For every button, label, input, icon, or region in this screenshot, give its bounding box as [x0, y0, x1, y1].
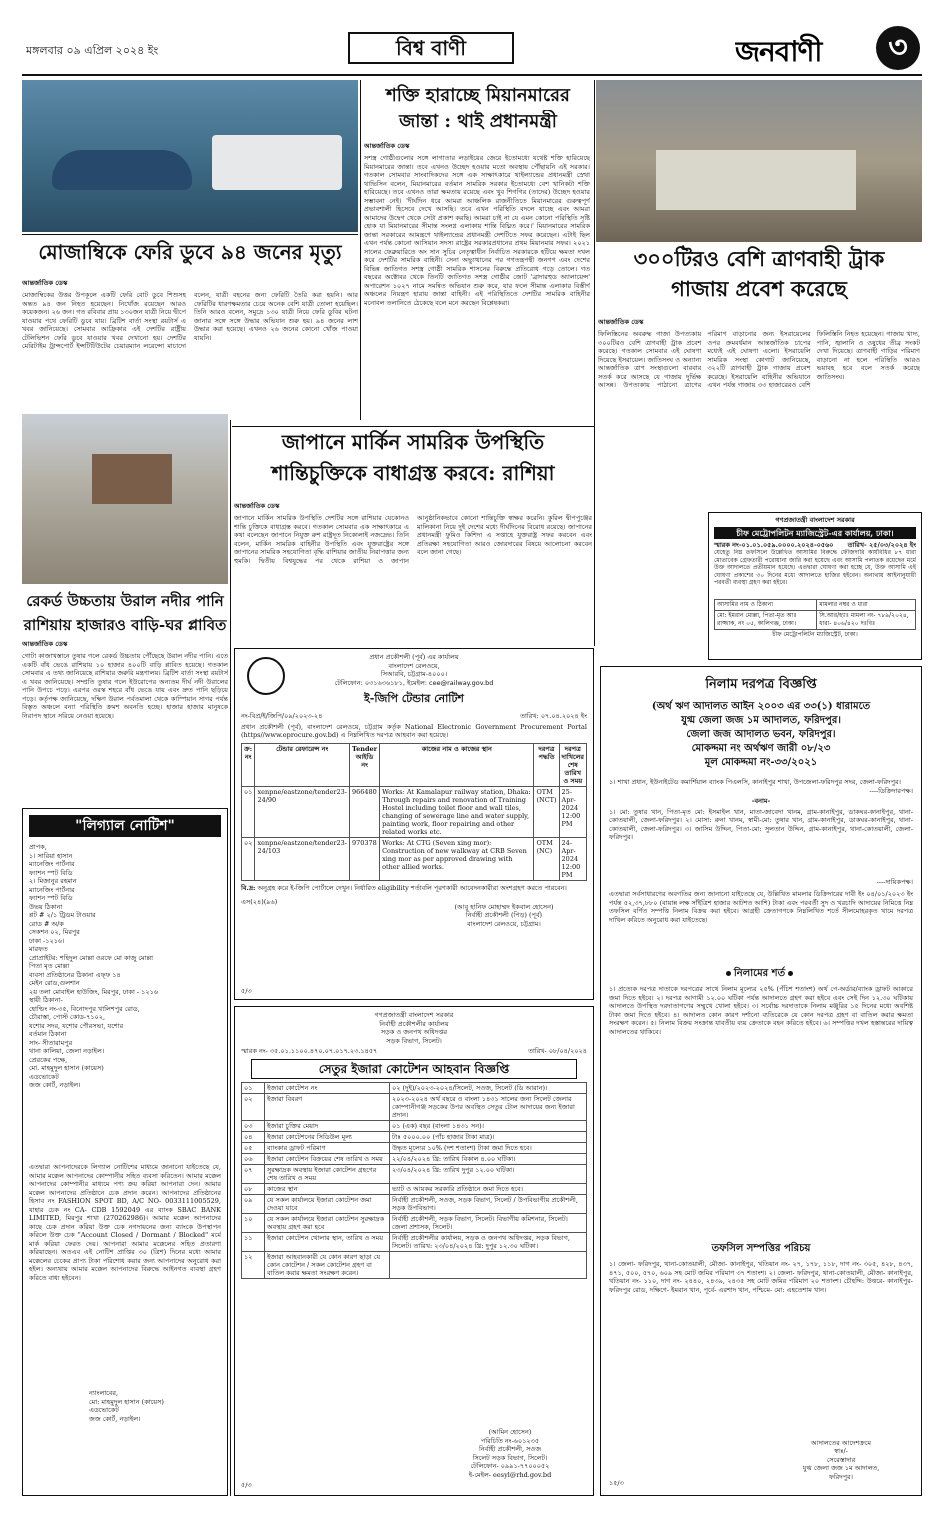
rhd-org-1: গণপ্রজাতন্ত্রী বাংলাদেশ সরকার	[374, 1011, 454, 1019]
auction-sub-4: মোকদ্দমা নং অর্থঋণ জারী ০৮/২৩	[691, 743, 831, 754]
table-cell: ০২ (দুই)/২০২৩-২০২৪/সিলেট, সওজ, সিলেট (ডি আরান)।	[390, 1082, 587, 1093]
court-memo-line	[714, 541, 916, 550]
rhd-page-mark: ৫/৩	[241, 1480, 252, 1489]
table-cell: নির্বাহী প্রকৌশলীর কার্যালয়, সড়ক ও জনপথ অধিদপ্তর, সড়ক বিভাগ, সিলেট। তারিখ: ২৩/০৪/২০২৪ খ্রি: দুপুর ১২.৩০ ঘটিকা।	[390, 1232, 587, 1251]
table-cell: ২২/০৪/২০২৪ খ্রি: তারিখ বিকাল ৪.০০ ঘটিকা।	[390, 1153, 587, 1164]
masthead-rule	[22, 74, 922, 76]
table-cell: 24-Apr-2024 12:00 PM	[559, 837, 586, 880]
myanmar-headline-1: শক্তি হারাচ্ছে মিয়ানমারের	[386, 85, 570, 106]
legal-notice-line: ম্যানেজিং পার্টনার	[29, 860, 75, 868]
rhd-org-3: সড়ক ও জনপথ অধিদপ্তর	[380, 1028, 448, 1036]
ferry-shape	[212, 135, 342, 190]
railway-column-header: ক্র: নং	[242, 743, 255, 786]
table-row	[242, 1183, 587, 1194]
legal-notice-line: হোল্ডিং নং-৩৫, বিনোদপুর খালিশপুর রোড,	[29, 1004, 140, 1013]
railway-signer-2: নির্বাহী প্রকৌশলী (পিড়) (পূর্ব)	[465, 911, 543, 919]
auction-signoff-3: সেরেস্তাদার	[826, 1455, 856, 1464]
house-shape	[92, 454, 172, 504]
court-office: চীফ মেট্রোপলিটন ম্যাজিস্ট্রেট-এর কার্যালয়, ঢাকা।	[714, 527, 916, 539]
rhd-memo-line	[241, 1047, 587, 1056]
table-cell: ০৩	[242, 1120, 265, 1131]
table-cell: ইজারা কোটেশন নং	[265, 1082, 390, 1093]
legal-notice-line: মো. মাহমুদুল হাসান (কায়েস)	[29, 1064, 104, 1072]
legal-notice-signoff-line: এডভোকেট	[89, 1406, 119, 1414]
railway-column-header: দরপত্র দাখিলের শেষ তারিখ ও সময়	[559, 743, 586, 786]
auction-schedule: ১। জেলা- ফরিদপুর, থানা-কোতয়ালী, মৌজা- কানাইপুর, খতিয়ান নং- ২৭, ১৭৮, ১১৮, দাগ নং- ৩০৫, ৪২৮, ৪৩৭, ৪৭১, ৫০০, ৫৭০, ৬০৯ সহ মোট জমির পরিমাণ ৩৭ শতাংশ। ২। জেলা- ফরিদপুর, থানা-কোতয়ালী, মৌজা- কানাইপুর, খতিয়ান নং- ১১০, দাগ নং- ২৪৪০, ২৪৩৯, ২৪৩৫ সহ মোট জমির পরিমাণ ২০ শতাংশ। চৌহদ্দি: উত্তরে- কানাইপুর-ফরিদপুর রোড, দক্ষিণে- ইমরান খান, পূর্বে- এরশাদ খান, পশ্চিমে- মো: এহতেশাম খান।	[609, 1260, 913, 1294]
rhd-title: সেতুর ইজারা কোটেশন আহবান বিজ্ঞপ্তি	[251, 1059, 577, 1079]
boat-shape	[52, 150, 192, 190]
auction-body: এতদ্বারা সর্বসাধারণের অবগতির জন্য জানানো যাইতেছে যে, উল্লিখিত মামলার ডিক্রিদারের দাবী ইং ০৪/০১/২০২৩ ইং পর্যন্ত ৫২,৩৭,৮৮০ (বায়ান্ন লক্ষ সাঁইত্রিশ হাজার আটশত আশি) টাকা এবং পরবর্তী সুদ ও খরচাদি আদায়ের নিমিত্তে নিম্ন তফসিল বর্ণিত সম্পত্তি নিলাম বিক্রয় করা হইবে। আগ্রহী ক্রেতাগণকে নিম্নলিখিত শর্তে সীলমোহরকৃত খামে দরপত্র দাখিল করিতে অনুরোধ করা যাইতেছে।	[609, 890, 913, 924]
table-cell: 966480	[350, 786, 380, 837]
rhd-signer-6: ই-মেইল- eesyl@rhd.gov.bd	[468, 1470, 552, 1479]
table-cell: ইজারা চুক্তির মেয়াদ	[265, 1120, 390, 1131]
table-cell: OTM (NCT)	[534, 786, 559, 837]
table-cell: সুরক্ষাদ্রক অবস্থায় ইজারা কোটেশন গ্রহণের শেষ তারিখ ও সময়	[265, 1164, 390, 1183]
japan-headline-1: জাপানে মার্কিন সামরিক উপস্থিতি	[232, 426, 594, 457]
rhd-date: তারিখ- ০৮/০৪/২০২৪	[528, 1047, 587, 1055]
table-cell: ০৬	[242, 1153, 265, 1164]
legal-notice-signoff-line: ন্যাংলাবের,	[89, 1389, 119, 1397]
legal-notice-line: স্থায়ী ঠিকানা-	[29, 996, 63, 1004]
table-cell	[390, 1251, 587, 1278]
table-cell: 970378	[350, 837, 380, 880]
legal-notice-line: সেকশন ০২, মিরপুর	[29, 928, 80, 936]
column-rule	[230, 420, 231, 1496]
auction-terms-title	[609, 966, 913, 983]
myanmar-body: সশস্ত্র গোষ্ঠীগুলোর সঙ্গে লাগাতার লড়াইয়ের জেরে ইতোমধ্যে যথেষ্ট শক্তি হারিয়েছে মিয়ানমারের জান্তা। তবে এখনও উচ্ছেদ হওয়ার মতো অবস্থায় পৌঁছায়নি এই সরকার। গতকাল সোমবার সাংবাদিকদের সঙ্গে এক সাক্ষাৎকারে থাইল্যান্ডের প্রধানমন্ত্রী স্রেথা থাভিসিন বলেন, মিয়ানমারের বর্তমান সামরিক সরকার ইতোমধ্যে বেশ খানিকটা শক্তি হারিয়েছে। তবে এখনও তারা ক্ষমতায় রয়েছে এবং খুব শিগগির (তাদের) উচ্ছেদ হওয়ার সম্ভাবনা নেই। 'দীর্ঘদিন ধরে আমরা আঞ্চলিক রাজনীতিতে মিয়ানমারের গুরুত্বপূর্ণ প্রভাবশালী হিসেবে দেখে আসছি। তবে এখন পরিস্থিতি বদলে যাচ্ছে এবং আমরা আমাদের উদ্বেগ থেকে সেটা প্রকাশ করছি। আমরা চাই না যে এমন কোনো পরিস্থিতি সৃষ্টি হোক যা মিয়ানমারের সীমান্ত সংলগ্ন এলাকায় শান্তি বিঘ্নিত করে।' মিয়ানমারের সামরিক জান্তা সরকারের আমন্ত্রণে থাইল্যান্ডের প্রধানমন্ত্রী দেশটিতে সফর করেছেন। এটাই ছিল এখন পর্যন্ত কোনো আসিয়ান সদস্য রাষ্ট্রের সরকারপ্রধানের প্রথম মিয়ানমার সফর। ২০২১ সালের ফেব্রুয়ারিতে অং সান সুচির নেতৃত্বাধীন নির্বাচিত সরকারকে হটিয়ে ক্ষমতা দখল করে দেশটির সামরিক বাহিনী। সেনা অভ্যুত্থানের পর গণতন্ত্রপন্থী জনগণ এবং দেশের বিভিন্ন জাতিগত সশস্ত্র গোষ্ঠী সামরিক শাসনের বিরুদ্ধে প্রতিরোধ গড়ে তোলে। গত বছরের অক্টোবর থেকে তিনটি জাতিগত সশস্ত্র গোষ্ঠীর জোট 'ব্রাদারহুড অ্যালায়েন্স' অপারেশন ১০২৭ নামে সমন্বিত অভিযান শুরু করে, যার ফলে সীমান্ত এলাকার বিস্তীর্ণ অঞ্চলের নিয়ন্ত্রণ হারায় জান্তা বাহিনী। এই পরিস্থিতিতে দেশটির সামরিক বাহিনীর মনোবল তলানিতে ঠেকেছে বলে মনে করছেন বিশ্লেষকরা।	[364, 154, 590, 307]
table-cell: ২০২৩-২০২৪ অর্থ বছরে ও বাংলা ১৪৩১ সালের জন্য সিলেট জেলার কোম্পানীগঞ্জ সড়কের উপর অবস্থিত সেতুর টোল আদায়ের জন্য ইজারা প্রদান।	[390, 1093, 587, 1120]
court-table	[714, 599, 916, 630]
railway-logo-icon	[247, 657, 285, 695]
court-notice	[708, 512, 922, 660]
railway-column-header: টেন্ডার রেফারেন্স নং	[255, 743, 350, 786]
railway-org-3: সিআরবি, চট্টগ্রাম-৪০০০।	[380, 670, 448, 678]
legal-notice-line: চৌরাস্তা, পোস্ট কোড-৭১০২,	[29, 1013, 106, 1021]
legal-notice-line: ২য় তলা মোবাইল হাউজিং, মিরপুর, ঢাকা - ১২১৬	[29, 987, 159, 996]
table-cell: Works: At CTG (Seven xing mor): Construction of new walkway at CRB Seven xing mor as per approved drawing with other allied works.	[380, 837, 534, 880]
rhd-org-4: সড়ক বিভাগ, সিলেট।	[386, 1036, 442, 1045]
table-row	[242, 1153, 587, 1164]
legal-notice	[22, 808, 228, 1496]
mozambique-photo	[22, 80, 358, 232]
auction-terms-title-text: নিলামের শর্ত	[733, 968, 786, 979]
legal-notice-line: প্রেরকের পক্ষে,	[29, 1055, 68, 1064]
auction-sub-3: জেলা জজ আদালত ভবন, ফরিদপুর।	[686, 729, 836, 740]
railway-signer	[421, 903, 587, 929]
mozambique-desk: আন্তর্জাতিক ডেস্ক	[22, 279, 68, 287]
table-cell: নির্বাহী প্রকৌশলী, সওজ, সড়ক বিভাগ, সিলেট / উপবিভাগীয় প্রকৌশলী, সড়ক উপবিভাগ।	[390, 1194, 587, 1213]
flood-photo	[22, 414, 228, 584]
gaza-headline-2: গাজায় প্রবেশ করেছে	[671, 276, 847, 301]
railway-org-2: বাংলাদেশ রেলওয়ে,	[388, 661, 440, 670]
table-cell: ইজারা আহবানকারী যে কোন কারণ ছাড়া যে কোন কোটেশন / সকল কোটেশন গ্রহণ বা বাতিল করার ক্ষমতা সংরক্ষণ করেন।	[265, 1251, 390, 1278]
gaza-headline-1: ৩০০টিরও বেশি ত্রাণবাহী ট্রাক	[633, 246, 885, 271]
court-memo: স্মারক নং-০১.০১.০৫৯.০০০০.২০২৪-০৫৬০	[714, 540, 834, 549]
masthead	[0, 0, 945, 84]
railway-table-header	[242, 743, 587, 786]
japan-desk: আন্তর্জাতিক ডেস্ক	[234, 502, 280, 510]
railway-signer-3: বাংলাদেশ রেলওয়ে, চট্টগ্রাম।	[467, 919, 541, 928]
table-cell: ১১	[242, 1232, 265, 1251]
railway-note	[241, 884, 587, 893]
auction-sub-5: মূল মোকদ্দমা নং-৩৩/২০২১	[704, 757, 818, 768]
japan-body: জাপানে মার্কিন সামরিক উপস্থিতি দেশটির সঙ্গে রাশিয়ার যেকোনও শান্তি চুক্তিকে বাধাগ্রস্ত করবে। গতকাল সোমবার এক সাক্ষাৎকারে এ কথা বলেছেন জাপানে নিযুক্ত রুশ রাষ্ট্রদূত নিকোলাই নজদ্রেভ। তিনি বলেন, মার্কিন সামরিক বাহিনীর উপস্থিতি এবং যুক্তরাষ্ট্রের সঙ্গে জাপানের সামরিক সহযোগিতা বৃদ্ধি রাশিয়ার জাতীয় নিরাপত্তার জন্য হুমকি। দ্বিতীয় বিশ্বযুদ্ধের পর থেকে রাশিয়া ও জাপান আনুষ্ঠানিকভাবে কোনো শান্তিচুক্তি স্বাক্ষর করেনি। কুরিল দ্বীপপুঞ্জের মালিকানা নিয়ে দুই দেশের মধ্যে দীর্ঘদিনের বিরোধ রয়েছে। জাপানের প্রধানমন্ত্রী ফুমিও কিশিদা এ সপ্তাহে যুক্তরাষ্ট্র সফর করবেন এবং প্রতিরক্ষা সহযোগিতা আরও জোরদারের বিষয়ে আলোচনা করবেন বলে জানা গেছে।	[234, 514, 592, 565]
table-cell: OTM (NC)	[534, 837, 559, 880]
column-rule	[594, 80, 595, 646]
railway-table	[241, 743, 587, 881]
court-body: যেহেতু নিম্ন তফসিলে উল্লেখিত আসামির বিরুদ্ধে ফৌজদারি কার্যবিধির ৮৭ ধারা মোতাবেক গ্রেফতারী পরোয়ানা জারি করা হয়েছে এবং আসামি পলাতক রয়েছেন মর্মে উক্ত আদালতে প্রতীয়মান হয়েছে। এতদ্বারা ঘোষণা করা হচ্ছে যে, উক্ত আসামি এই ঘোষণা প্রকাশের ৩০ দিনের মধ্যে আদালতে হাজির হইবেন। অন্যথায় আইনানুযায়ী পরবর্তী ব্যবস্থা গ্রহণ করা হইবে।	[714, 549, 916, 586]
table-cell: ব্যাংকার ড্রাফট পরিমাণ	[265, 1142, 390, 1153]
table-cell: 25-Apr-2024 12:00 PM	[559, 786, 586, 837]
legal-notice-line: মারফত	[29, 945, 48, 953]
table-cell: xenpne/eastzone/tender23-24/103	[255, 837, 350, 880]
legal-notice-line: পিতা মৃত মোল্লা	[29, 962, 70, 970]
legal-notice-line: থানা কালিয়া, জেলা নড়াইল।	[29, 1047, 105, 1055]
table-cell: কাজের স্থান	[265, 1183, 390, 1194]
legal-notice-line: প্রাপক,	[29, 843, 47, 851]
gaza-photo	[596, 80, 922, 242]
auction-versus: -বনাম-	[751, 797, 771, 805]
auction-signoff-5: ফরিদপুর।	[829, 1472, 853, 1481]
railway-date: তারিখ: ০৭.০৪.২০২৪ ইং	[520, 712, 587, 720]
legal-notice-line: উভয় ঠিকানা	[29, 902, 63, 911]
table-cell: যে সকল কার্যালয়ে ইজারা কোটেশন সুরক্ষাদ্রক অবস্থায় গ্রহণ করা হবে	[265, 1213, 390, 1232]
legal-notice-line: মেইন রোড,গুলশান	[29, 979, 80, 987]
railway-signer-1: (আবু হানিফ মোহাম্মদ ইকবাল হোসেন)	[454, 902, 554, 911]
table-row	[242, 837, 587, 880]
column-rule	[360, 80, 361, 420]
railway-ref-line	[241, 712, 587, 721]
table-cell: যে সকল কার্যালয়ে ইজারা কোটেশন জমা দেওয়া যাবে	[265, 1194, 390, 1213]
court-th-left: আসামির নাম ও ঠিকানা	[715, 600, 817, 611]
table-cell: ১০	[242, 1213, 265, 1232]
auction-page-mark: ১৫/৩	[609, 1478, 624, 1487]
railway-tender	[234, 648, 594, 1000]
mozambique-body: মোজাম্বিকের উত্তর উপকূলে একটি ফেরি বোট ডুবে শিশুসহ অন্তত ৯৪ জন নিহত হয়েছেন। নিখোঁজ রয়েছেন আরও কয়েকজন। ২৬ জন। গত রবিবার প্রায় ১৩০জন যাত্রী নিয়ে দ্বীপে যাওয়ার পথে ফেরিটি ডুবে যায়। ব্রিটিশ বার্তা সংস্থা রয়টার্স এ খবর জানিয়েছে। সোমবার আফ্রিকার এই দেশটির রাষ্ট্রীয় টেলিভিশন ফেরি ডুবে যাওয়ার খবর দেখানো হয়। দেশটির মেরিটাইম ট্রান্সপোর্ট ইন্সটিটিউটের চেয়ারম্যান লরেন্সো মাচাদো বলেন, যাত্রী বহনের জন্য ফেরিটি তৈরি করা হয়নি। আর ফেরিটির ধারণক্ষমতার চেয়ে অনেক বেশি যাত্রী তোলা হয়েছিল। তিনি আরও বলেন, সমুদ্রে ১৩০ যাত্রী নিয়ে ফেরি ডুবির ঘটনা জানার সঙ্গে সঙ্গে উদ্ধার অভিযান শুরু হয়। ৯৪ জনের লাশ উদ্ধার করা হয়েছে। এখনও ২৬ জনের কোনো খোঁজ পাওয়া যায়নি।	[22, 291, 358, 350]
japan-headline-2: শান্তিচুক্তিকে বাধাগ্রস্ত করবে: রাশিয়া	[271, 461, 555, 485]
railway-note-label: বি.দ্র:	[241, 883, 256, 892]
table-cell: ইজারা কোটেশন খোলার স্থান, তারিখ ও সময়	[265, 1232, 390, 1251]
legal-notice-line: ফ্যাশন স্পট বিডি	[29, 868, 73, 877]
legal-notice-paragraph: এতদ্বারা আপনাদেরকে লিগ্যাল নোটিশের মাধ্যমে জানানো যাইতেছে যে, আমার মক্কেল আপনাদের কোম্পানীর সহিত ব্যবসা করিতেন। আমার মক্কেল আপনাদের কোম্পানীর মাধ্যমে পণ্য ক্রয় করিয়া আপনারা দেন। আমার মক্কেল আপনাদের প্রতিষ্ঠানে চেক প্রদান করেন। আপনাদের প্রতিষ্ঠানের হিসাব নং FASHION SPOT BD, A/C NO- 0033111005529, যাহার চেক নং CA- CDB 1592049 এর ব্যাংক SBAC BANK LIMITED, মিরপুর শাখা (270262986)। আমার মক্কেল আপনাদের কাছে চেক প্রদান করিয়া উক্ত চেক নগদায়নের জন্য ব্যাংকে উপস্থাপন করিলে উক্ত চেক "Account Closed / Dormant / Blocked" মর্মে মার্ক করিয়া ফেরত দেয়। আপনারা আমার মক্কেলের সহিত প্রতারণা করিয়াছেন। অতএব এই নোটিশ প্রাপ্তির ৩০ (ত্রিশ) দিনের মধ্যে আমার মক্কেলের চেকের প্রাপ্য টাকা পরিশোধ করার জন্য আপনাদের অনুরোধ করা হইল। অন্যথায় আমার মক্কেল আপনাদের বিরুদ্ধে আইনগত ব্যবস্থা গ্রহণ করিতে বাধ্য হইবেন।	[29, 1163, 221, 1282]
auction-sub-1: (অর্থ ঋণ আদালত আইন ২০০৩ এর ৩৩(১) ধারামতে	[651, 701, 871, 712]
table-cell: নির্বাহী প্রকৌশলী, সড়ক বিভাগ, সিলেট। বিভাগীয় কমিশনার, সিলেট। জেলা প্রশাসক, সিলেট।	[390, 1213, 587, 1232]
rhd-signer-3: নির্বাহী প্রকৌশলী, সওজ	[478, 1445, 542, 1453]
legal-notice-line: ম্যানেজিং পার্টনার	[29, 885, 75, 894]
table-cell: ০৮	[242, 1183, 265, 1194]
auction-plaintiff: ১। শাখা প্রধান, ইউনাইটেড কমার্শিয়াল ব্যাংক পিএলসি, কানাইপুর শাখা, উপজেলা-ফরিদপুর সদর, জেলা-ফরিদপুর।	[609, 778, 901, 786]
rhd-signer	[435, 1428, 585, 1479]
railway-ref: নং-বিপ্র/ই/জিপি/০৯/২০২৩-২৪	[241, 712, 323, 720]
table-cell: ০৪	[242, 1131, 265, 1142]
rhd-memo: স্মারক নং- ৩৫.০১.১১০০.৪৭০.০৭.০১৭.২৩.১৪৫৭	[241, 1047, 378, 1055]
table-cell: ০৫	[242, 1142, 265, 1153]
railway-column-header: দরপত্র পদ্ধতি	[534, 743, 559, 786]
flood-body: গোটা কাজাখস্তানে তুষার গলে রেকর্ড উচ্চতায় পৌঁছেছে উরাল নদীর পানি। এতে একটি বাঁধ ভেঙে রাশিয়ায় ১০ হাজার ৪০০টি বাড়ি প্লাবিত হয়েছে। গতকাল সোমবার এ তথ্য জানিয়েছে রাশিয়ার জরুরি মন্ত্রণালয়। ব্রিটিশ বার্তা সংস্থা রয়টার্স এ খবর জানিয়েছে। সম্প্রতি তুষার গলে ইউরোপের অন্যতম দীর্ঘ নদী উরালের পানি উপচে পড়ে। এরপর ওরস্ক শহরে বাঁধ ভেঙে যায় এবং দ্রুত পানি ছড়িয়ে পড়ে। কর্তৃপক্ষ জানিয়েছে, দক্ষিণ উরাল পর্বতমালা থেকে কাস্পিয়ান সাগর পর্যন্ত বিস্তৃত অঞ্চলে বন্যা পরিস্থিতি ক্রমশ অবনতি হচ্ছে। হাজার হাজার মানুষকে নিরাপদ স্থানে সরিয়ে নেওয়া হয়েছে।	[22, 652, 228, 720]
legal-notice-signoff-line: জজ কোর্ট, নড়াইল।	[89, 1414, 141, 1423]
auction-title: নিলাম দরপত্র বিজ্ঞপ্তি	[705, 677, 817, 692]
court-th-right: মামলার নম্বর ও ধারা	[817, 600, 916, 611]
table-row	[242, 1120, 587, 1131]
table-row	[242, 1232, 587, 1251]
table-cell: ০১ (এক) বছর (বাংলা ১৪৩১ সন)।	[390, 1120, 587, 1131]
logo	[735, 30, 875, 70]
legal-notice-line: ফ্যাশন স্পট বিডি	[29, 894, 73, 902]
legal-notice-line: যশোর সদর, যশোর পৌরসভা, যশোর	[29, 1021, 124, 1030]
railway-note-text: অনুগ্রহ করে ই-জিপি পোর্টালে দেখুন। নির্ধারিত eligibility শর্তাবলি পূরণকারী আবেদনকারীরা অংশগ্রহণ করতে পারবেন।	[257, 883, 567, 892]
rhd-signer-4: সিলেট সড়ক বিভাগ, সিলেট।	[472, 1453, 548, 1462]
table-cell: ০৭	[242, 1164, 265, 1183]
flood-headline-1: রেকর্ড উচ্চতায় উরাল নদীর পানি	[26, 592, 224, 610]
auction-signoff	[771, 1439, 911, 1482]
auction-sub-2: যুগ্ম জেলা জজ ১ম আদালত, ফরিদপুর।	[681, 715, 841, 726]
rhd-table	[241, 1082, 587, 1279]
railway-column-header: কাজের নাম ও কাজের স্থান	[380, 743, 534, 786]
court-sign: চীফ মেট্রোপলিটন ম্যাজিস্ট্রেট, ঢাকা।	[772, 631, 858, 638]
legal-notice-line: প্রোপ্রাইটর: শহিদুল মোল্লা ওরফে মো কাজু মোল্লা	[29, 953, 153, 962]
auction-terms: ১। প্রত্যেক দরপত্র দাতাকে দরপত্রের সাথে নিলাম মূল্যের ২৫% (পঁচিশ শতাংশ) অর্থ পে-অর্ডার/ব্যাংক ড্রাফট আকারে জমা দিতে হইবে। ২। দরপত্র আগামী ১২.০০ ঘটিকা পর্যন্ত আদালতে গ্রহণ করা হইবে এবং সেই দিন ১২.৩০ ঘটিকায় আদালতে উপস্থিত দরদাতাগণের সম্মুখে খোলা হইবে। ৩। সর্বোচ্চ দরদাতাকে নিলাম মঞ্জুরির ১৫ দিনের মধ্যে অবশিষ্ট টাকা জমা দিতে হইবে। ৪। আদালত কোন কারণ দর্শানো ব্যতিরেকে যে কোন দরপত্র গ্রহণ বা বাতিল করার ক্ষমতা সংরক্ষণ করেন। ৫। নিলাম বিক্রয় সংক্রান্ত যাবতীয় ব্যয় ক্রেতাকে বহন করিতে হইবে। ৬। সম্পত্তির দখল হস্তান্তরের দায়িত্ব আদালতের থাকিবে।	[609, 985, 913, 1036]
table-row	[242, 1194, 587, 1213]
court-td-left: মো: ইমরান মোল্লা, পিতা-মৃত আঃ রাজ্জাক, নং ০৫, কালিগঞ্জ, ঢাকা।	[715, 611, 817, 630]
table-cell: Works: At Kamalapur railway station, Dhaka: Through repairs and renovation of Training Hostel including toilet floor and wall tiles, changing of sewerage line and water supply, painting work, floor repairing and other related works etc.	[380, 786, 534, 837]
table-cell: টাঃ ৫০০০.০০ (পাঁচ হাজার টাকা মাত্র)।	[390, 1131, 587, 1142]
auction-signoff-2: স্বাঃ/-	[834, 1447, 848, 1455]
table-cell: উদ্ধৃত মূল্যের ১০% (দশ শতাংশ) টাকা জমা দিতে হবে।	[390, 1142, 587, 1153]
railway-org-4: টেলিফোন: ০৩১৬৩৬১৮১, ইমেইল: cee@railway.gov.bd	[334, 678, 494, 687]
legal-notice-line: সাং- সীতারামপুর	[29, 1038, 73, 1047]
legal-notice-addresses	[29, 843, 221, 1161]
masthead-date: মঙ্গলবার ০৯ এপ্রিল ২০২৪ ইং	[26, 44, 159, 57]
bullet-icon	[788, 971, 793, 976]
rhd-notice	[234, 1006, 594, 1496]
table-row	[242, 786, 587, 837]
legal-notice-line: প্লট # ২/১ ট্রিডম টাওয়ার	[29, 911, 96, 919]
court-date: তারিখ- ২৫/০৩/২০২৪ ইং	[847, 540, 916, 549]
railway-ad-code: এস(২৪)(৯৬)	[241, 898, 278, 906]
legal-notice-signoff-line: মো: মাহমুদুল হাসান (কায়েস)	[89, 1397, 164, 1406]
gaza-desk: আন্তর্জাতিক ডেস্ক	[598, 318, 644, 326]
table-cell: xenpne/eastzone/tender23-24/90	[255, 786, 350, 837]
legal-notice-line: ঢাকা -১২১৬।	[29, 936, 65, 945]
legal-notice-line: এডভোকেট	[29, 1072, 59, 1081]
aid-boxes	[656, 150, 856, 210]
table-cell: ১২	[242, 1251, 265, 1278]
table-cell: ভ্যাট ও আয়কর সরকারি প্রতিষ্ঠানে জমা দিতে হবে।	[390, 1183, 587, 1194]
flood-headline-2: রাশিয়ায় হাজারও বাড়ি-ঘর প্লাবিত	[23, 616, 227, 634]
page-number: ৩	[888, 30, 908, 65]
table-row	[242, 1213, 587, 1232]
legal-notice-title: "লিগ্যাল নোটিশ"	[29, 815, 221, 837]
table-row	[242, 1082, 587, 1093]
railway-org-1: প্রধান প্রকৌশলী (পূর্ব) এর কার্যালয়	[369, 653, 459, 661]
logo-text: জনবাণী	[735, 35, 822, 68]
court-td-right: সি.আর/হ্যাঃ মামলা নং- ৭৮৯/২০২৪, ধারা- ৪০৬/৪২০ দঃবিঃ	[817, 611, 916, 630]
auction-plaintiff-tag: ----ডিক্রিদারপক্ষ।	[869, 786, 913, 795]
railway-column-header: Tender আইডি নং	[350, 743, 380, 786]
legal-notice-line: ব্যবসা প্রতিষ্ঠানের ঠিকানা এফ্ফ ১৪	[29, 970, 121, 979]
railway-title: ই-জিপি টেন্ডার নোটিশ	[364, 692, 464, 705]
table-cell: ০১	[242, 786, 255, 837]
table-cell: ইজারা বিবরণ	[265, 1093, 390, 1120]
table-cell: ০২	[242, 1093, 265, 1120]
legal-notice-line: বর্তমান ঠিকানা	[29, 1030, 67, 1038]
table-cell: ০৯	[242, 1194, 265, 1213]
table-row	[242, 1131, 587, 1142]
table-cell: ইজারা কোটেশন বিক্রয়ের শেষ তারিখ ও সময়	[265, 1153, 390, 1164]
rhd-signer-2: পরিচিতি নং-৬০১২৩৫	[480, 1436, 540, 1445]
legal-notice-line: ১। সারিয়া হাসান	[29, 851, 73, 860]
railway-page-mark: ৫/৩	[241, 986, 252, 995]
railway-intro: প্রধান প্রকৌশলী (পূর্ব), বাংলাদেশ রেলওয়ে, চট্টগ্রাম কর্তৃক National Electronic Government Procurement Portal (https//www.eprocure.gov.bd) এ নিম্নলিখিত দরপত্র আহবান করা হয়েছে।	[241, 722, 587, 739]
table-row	[242, 1251, 587, 1278]
auction-notice	[600, 666, 922, 1496]
legal-notice-line: জজ কোর্ট, নড়াইল।	[29, 1081, 81, 1089]
myanmar-desk: আন্তর্জাতিক ডেস্ক	[364, 142, 410, 150]
auction-signoff-4: যুগ্ম জেলা জজ ১ম আদালত,	[802, 1464, 880, 1472]
table-cell: ০১	[242, 1082, 265, 1093]
table-cell: ইজারা কোটেশনের সিডিউল মূল্য	[265, 1131, 390, 1142]
table-cell: ০২	[242, 837, 255, 880]
section-title: বিশ্ব বাণী	[396, 36, 466, 60]
rhd-signer-1: (আমিন হোসেন)	[488, 1428, 532, 1436]
table-cell: ২৩/০৪/২০২৪ খ্রি: তারিখ দুপুর ১২.০০ ঘটিকা।	[390, 1164, 587, 1183]
table-row	[242, 1093, 587, 1120]
auction-defendants-tag: ----দায়িকপক্ষ।	[876, 877, 913, 886]
gaza-body: ফিলিস্তিনের অবরুদ্ধ গাজা উপত্যকায় ৩০০টিরও বেশি ত্রাণবাহী ট্রাক প্রবেশ করেছে। গতকাল সোমবার এই ঘোষণা দিয়েছে ইসরায়েল। জাতিসংঘ ও অন্যান্য আন্তর্জাতিক ত্রাণ সংস্থাগুলো বারবার সতর্ক করে আসছে যে গাজায় দুর্ভিক্ষ আসন্ন। উপত্যকায় পাঠানো ত্রাণের পরিমাণ বাড়ানোর জন্য ইসরায়েলের ওপর ক্রমবর্ধমান আন্তর্জাতিক চাপের মধ্যেই এই ঘোষণা এলো। ইসরায়েলি সামরিক সংস্থা কোগাট জানিয়েছে, ৩২২টি ত্রাণবাহী ট্রাক গাজায় প্রবেশ করেছে। ইসরায়েলি বাহিনীর অভিযানে এখন পর্যন্ত গাজায় ৩৩ হাজারেরও বেশি ফিলিস্তিনি নিহত হয়েছেন। গাজায় খাদ্য, পানি, জ্বালানি ও ওষুধের তীব্র সংকট দেখা দিয়েছে। ত্রাণবাহী গাড়ির পরিমাণ বাড়ানো না হলে পরিস্থিতি আরও ভয়াবহ হবে বলে সতর্ক করেছে জাতিসংঘ।	[598, 330, 920, 389]
legal-notice-signoff	[29, 1389, 221, 1423]
legal-notice-line: রোড # অ/ক	[29, 919, 64, 928]
rhd-org-2: নির্বাহী প্রকৌশলীর কার্যালয়	[379, 1019, 449, 1028]
mozambique-headline: মোজাম্বিকে ফেরি ডুবে ৯৪ জনের মৃত্যু	[22, 234, 358, 269]
legal-notice-line: ২। মিজানুর রহমান	[29, 877, 77, 885]
auction-signoff-1: আদালতের আদেশক্রমে	[811, 1438, 871, 1447]
bullet-icon	[726, 971, 731, 976]
table-row	[242, 1142, 587, 1153]
auction-defendants: ১। মো: তুষার খান, পিতা-মৃত মো: ইসমাইল খান, মাতা-জাবেদা খানম, গ্রাম-কানাইপুর, ডাকঘর-কানাইপুর, থানা-কোতয়ালী, জেলা-ফরিদপুর। ২। মোসা: রুনা খানম, স্বামী-মো: তুষার খান, গ্রাম-কানাইপুর, ডাকঘর-কানাইপুর, থানা-কোতয়ালী, জেলা-ফরিদপুর। ৩। জাসিম উদ্দিন, পিতা-মো: সুলতান উদ্দিন, গ্রাম-কানাইপুর, থানা-কোতয়ালী, জেলা-ফরিদপুর।	[609, 807, 913, 841]
myanmar-headline-2: জান্তা : থাই প্রধানমন্ত্রী	[399, 111, 557, 132]
court-org: গণপ্রজাতন্ত্রী বাংলাদেশ সরকার	[775, 516, 855, 524]
auction-schedule-title: তফসিল সম্পত্তির পরিচয়	[711, 1243, 811, 1254]
flood-desk: আন্তর্জাতিক ডেস্ক	[22, 640, 68, 648]
table-row	[242, 1164, 587, 1183]
rhd-signer-5: টেলিফোন- ০৯৯১-৭৭০০০৫২	[470, 1462, 550, 1470]
